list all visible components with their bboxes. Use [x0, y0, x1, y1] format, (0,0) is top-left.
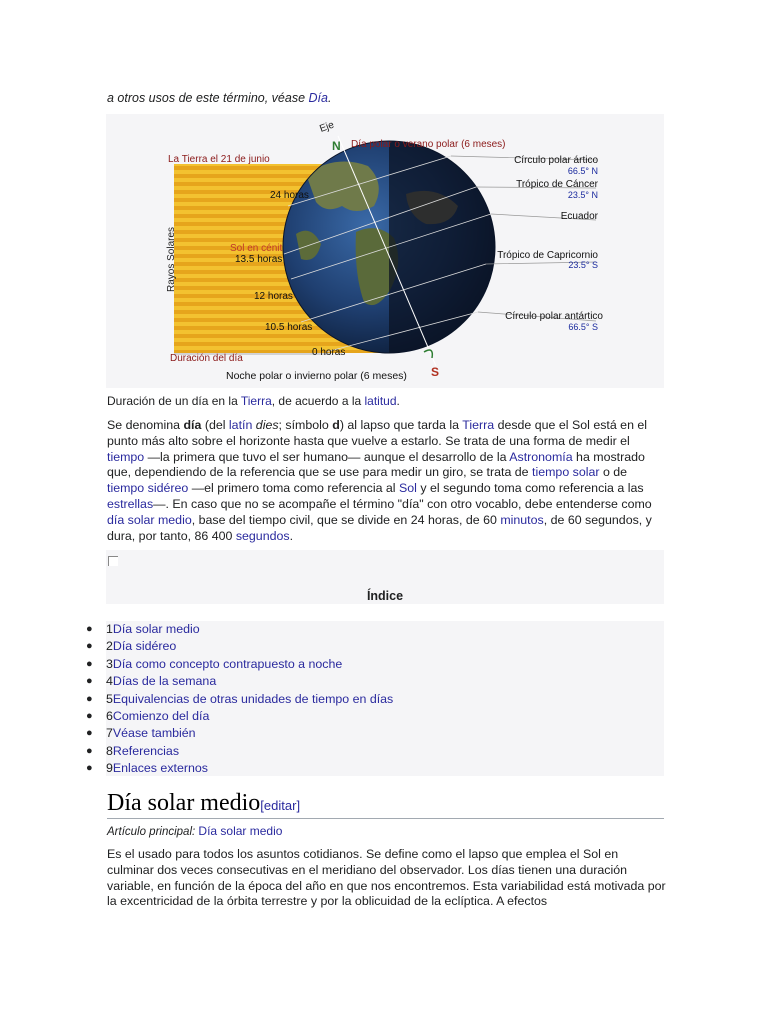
toc-item[interactable]: ● 1Día solar medio [86, 622, 200, 636]
axis-label: Eje [318, 119, 336, 135]
south-label: S [431, 365, 440, 379]
sun-rays-label: Rayos Solares [166, 226, 177, 292]
intro-paragraph: Se denomina día (del latín dies; símbolo d) al lapso que tarda la Tierra desde que el Sol está en el punto más alto sobre el horizonte hasta que vuelve a estarlo. Se trata de una forma de medir el tiempo —la primera que tuvo el ser humano— aunque el desarrollo de la Astronomía ha mostrado que, dependiendo de la referencia que se use para medir un giro, se trata de tiempo solar o de tiempo sidéreo —el primero toma como referencia al Sol y el segundo toma como referencia a las estrellas—. En caso que no se acompañe el término "día" con otro vocablo, debe entenderse como día solar medio, base del tiempo civil, que se divide en 24 horas, de 60 minutos, de 60 segundos, y dura, por tanto, 86 400 segundos. [107, 418, 652, 543]
caption-link-latitud[interactable]: latitud [364, 394, 397, 408]
link-tiempo-sidereo[interactable]: tiempo sidéreo [107, 481, 189, 496]
toc-header [106, 550, 664, 604]
earth-date-label: La Tierra el 21 de junio [168, 154, 270, 165]
bullet-icon: ● [86, 692, 93, 705]
tropic-capricorn-lat: 23.5° S [568, 260, 598, 270]
link-sol[interactable]: Sol [399, 481, 417, 496]
arctic-circle-lat: 66.5° N [567, 166, 598, 176]
main-article-note: Artículo principal: Día solar medio [107, 824, 283, 838]
link-tiempo-solar[interactable]: tiempo solar [532, 465, 600, 480]
zenith-label: Sol en cénit [230, 243, 283, 254]
toc-item[interactable]: ● 4Días de la semana [86, 674, 217, 689]
bullet-icon: ● [86, 623, 93, 635]
edit-link[interactable]: [editar] [260, 798, 301, 813]
toc-item[interactable]: ● 5Equivalencias de otras unidades de tiempo en días [86, 691, 394, 706]
link-latin[interactable]: latín [228, 418, 253, 432]
section-paragraph: Es el usado para todos los asuntos cotidianos. Se define como el lapso que emplea el Sol en culminar dos veces consecutivas en el meridiano del observador. Los días tienen una duración variable, en función de la época del año en que nos encontremos. Esta variabilidad está motivada por la excentricidad de la órbita terrestre y por la oblicuidad de la eclíptica. A efectos [107, 847, 666, 909]
link-segundos[interactable]: segundos [235, 528, 290, 543]
hours-label-24: 24 horas [270, 190, 309, 201]
figure-box [106, 114, 664, 388]
toc-list [86, 621, 664, 776]
bullet-icon: ● [86, 744, 93, 757]
caption-link-tierra[interactable]: Tierra [240, 394, 272, 408]
bullet-icon: ● [86, 657, 93, 670]
link-minutos[interactable]: minutos [500, 512, 544, 527]
link-dia-solar-medio[interactable]: día solar medio [107, 512, 192, 527]
arctic-circle-label: Círculo polar ártico [514, 155, 598, 166]
hours-label-13-5: 13.5 horas [235, 254, 283, 265]
toc-title: Índice [366, 589, 404, 603]
tropic-cancer-lat: 23.5° N [567, 190, 598, 200]
polar-day-label: Día polar o verano polar (6 meses) [351, 139, 506, 150]
day-length-diagram [106, 114, 664, 388]
link-estrellas[interactable]: estrellas [107, 496, 154, 511]
toc-item[interactable]: ● 9Enlaces externos [86, 761, 208, 776]
hours-label-10-5: 10.5 horas [265, 322, 313, 333]
antarctic-circle-lat: 66.5° S [568, 322, 598, 332]
day-length-label: Duración del día [170, 353, 243, 364]
tropic-cancer-label: Trópico de Cáncer [516, 179, 598, 190]
toc-toggle-checkbox[interactable] [108, 556, 118, 566]
toc-item[interactable]: ● 3Día como concepto contrapuesto a noche [86, 656, 343, 671]
bullet-icon: ● [86, 640, 93, 653]
bullet-icon: ● [86, 675, 93, 688]
hatnote: a otros usos de este término, véase Día. [107, 91, 332, 105]
toc-item[interactable]: ● 8Referencias [86, 743, 180, 758]
equator-label: Ecuador [560, 211, 598, 222]
bullet-icon: ● [86, 762, 93, 775]
main-article-link[interactable]: Día solar medio [198, 824, 283, 838]
north-label: N [332, 139, 341, 153]
link-tiempo[interactable]: tiempo [107, 449, 145, 464]
toc-item[interactable]: ● 7Véase también [86, 726, 196, 741]
antarctic-circle-label: Círculo polar antártico [505, 311, 603, 322]
figure-caption: Duración de un día en la Tierra, de acuerdo a la latitud. [107, 394, 400, 408]
hours-label-12: 12 horas [254, 291, 293, 302]
hatnote-link-dia[interactable]: Día [308, 91, 328, 105]
bullet-icon: ● [86, 727, 93, 740]
tropic-capricorn-label: Trópico de Capricornio [497, 250, 598, 261]
section-heading: Día solar medio[editar] [107, 790, 301, 816]
toc-item[interactable]: ● 2Día sidéreo [86, 639, 177, 654]
bullet-icon: ● [86, 710, 93, 722]
polar-night-label: Noche polar o invierno polar (6 meses) [226, 370, 407, 382]
heading-divider [107, 818, 664, 819]
link-tierra[interactable]: Tierra [462, 418, 495, 432]
toc-item[interactable]: ● 6Comienzo del día [86, 709, 210, 723]
link-astronomia[interactable]: Astronomía [509, 449, 573, 464]
hours-label-0: 0 horas [312, 347, 346, 358]
